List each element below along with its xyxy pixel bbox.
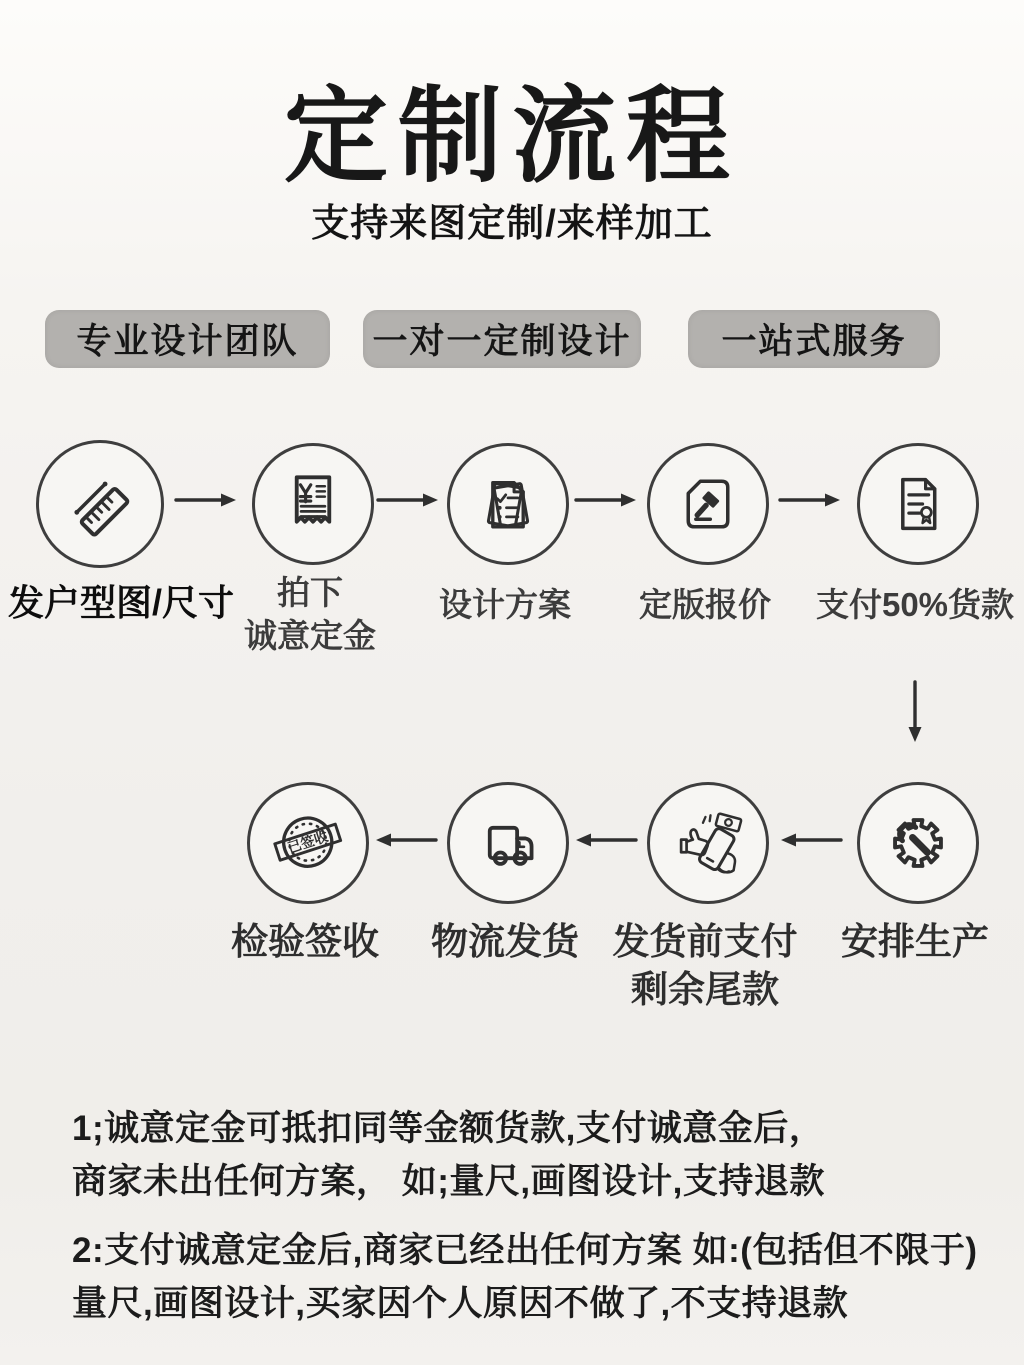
note-deposit-refundable: 1;诚意定金可抵扣同等金额货款,支付诚意金后， 商家未出任何方案， 如;量尺,画图设计,支持退款 <box>72 1109 825 1202</box>
certificate-icon <box>880 466 956 542</box>
step-circle-design-plan <box>447 443 569 565</box>
arrow-down-icon <box>903 680 927 744</box>
step-circle-arrange-production <box>857 782 979 904</box>
stamp-received-text: 已签收 <box>285 828 330 856</box>
arrow-left-icon <box>779 830 843 850</box>
step-label-arrange-production: 安排生产 <box>841 921 989 962</box>
step-circle-deposit <box>252 443 374 565</box>
note-deposit-non-refundable: 2:支付诚意定金后,商家已经出任何方案 如:(包括但不限于) 量尺,画图设计,买家因个人原因不做了,不支持退款 <box>72 1231 978 1324</box>
step-label-design-plan: 设计方案 <box>439 586 571 623</box>
arrow-left-icon <box>574 830 638 850</box>
step-label-pay-balance: 发货前支付 剩余尾款 <box>612 921 798 1011</box>
arrow-right-icon <box>376 490 440 510</box>
arrow-right-icon <box>778 490 842 510</box>
step-label-send-floorplan: 发户型图/尺寸 <box>8 582 235 623</box>
step-circle-quote <box>647 443 769 565</box>
checklist-documents-icon <box>470 466 546 542</box>
step-circle-pay-balance <box>647 782 769 904</box>
phone-payment-icon <box>666 801 750 885</box>
step-label-deposit: 拍下 诚意定金 <box>244 574 376 654</box>
step-label-inspect-sign: 检验签收 <box>231 921 379 962</box>
step-circle-pay-50 <box>857 443 979 565</box>
ruler-icon <box>60 464 140 544</box>
page-subtitle: 支持来图定制/来样加工 <box>311 203 713 245</box>
step-label-quote: 定版报价 <box>639 586 771 623</box>
badge-one-on-one-design: 一对一定制设计 <box>363 310 641 368</box>
arrow-left-icon <box>374 830 438 850</box>
gear-wrench-icon <box>879 804 957 882</box>
step-circle-inspect-sign <box>247 782 369 904</box>
badge-one-stop-service: 一站式服务 <box>688 310 940 368</box>
truck-icon <box>470 805 546 881</box>
step-circle-shipping <box>447 782 569 904</box>
deposit-receipt-icon <box>276 467 350 541</box>
gavel-document-icon <box>670 466 746 542</box>
arrow-right-icon <box>174 490 238 510</box>
step-circle-send-floorplan <box>36 440 164 568</box>
page-title: 定制流程 <box>283 79 740 195</box>
received-stamp-icon <box>265 800 351 886</box>
step-label-pay-50: 支付50%货款 <box>815 586 1015 623</box>
step-label-shipping: 物流发货 <box>431 921 579 962</box>
badge-design-team: 专业设计团队 <box>45 310 330 368</box>
arrow-right-icon <box>574 490 638 510</box>
